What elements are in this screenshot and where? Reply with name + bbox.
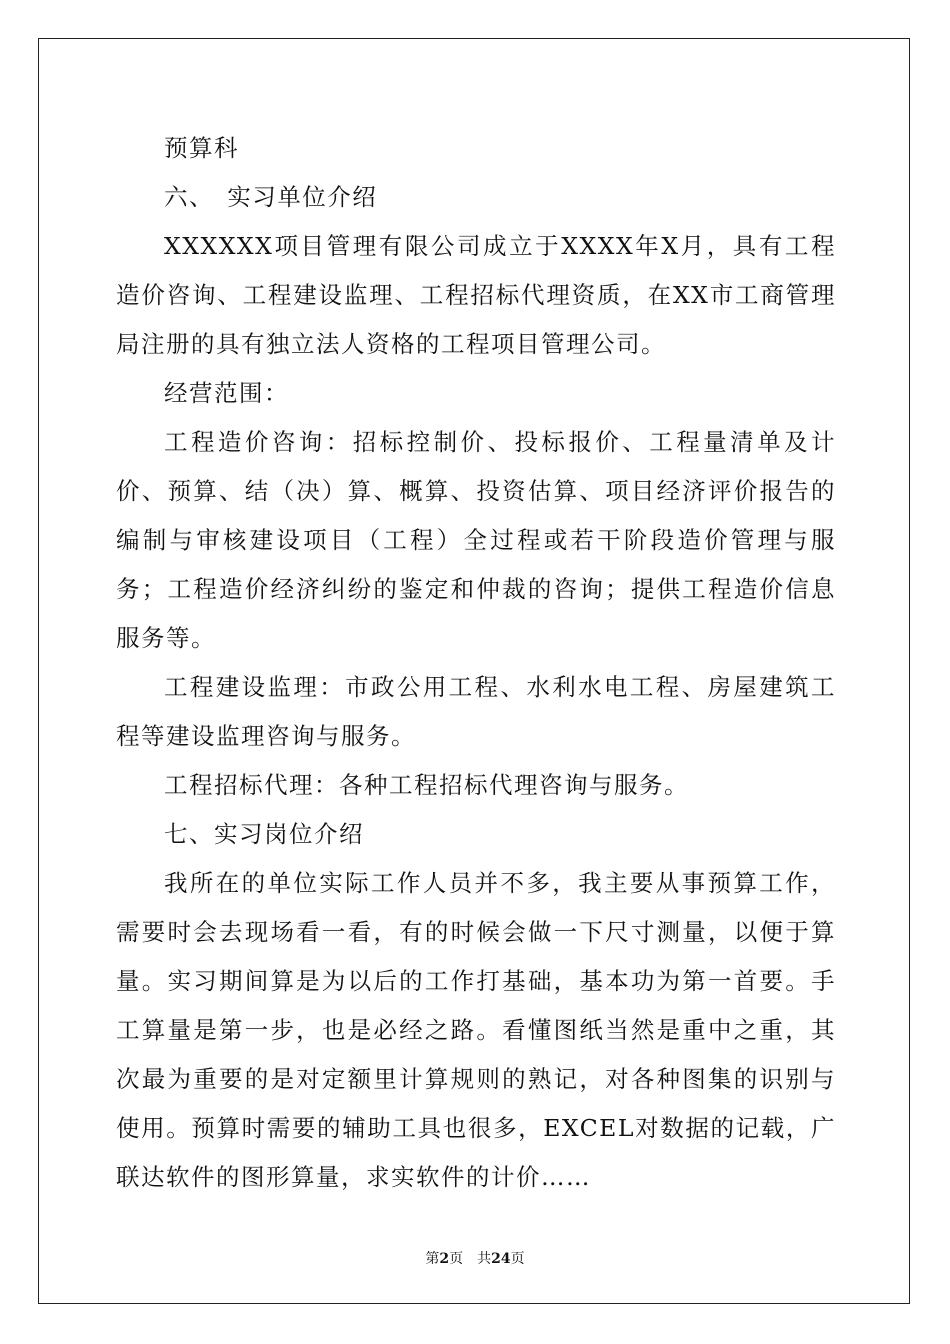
paragraph-company-intro: XXXXXX项目管理有限公司成立于XXXX年X月，具有工程造价咨询、工程建设监理、工程招标代理资质，在XX市工商管理局注册的具有独立法人资格的工程项目管理公司。: [116, 232, 836, 358]
footer-page-suffix: 页: [449, 1251, 464, 1267]
heading-business-scope: 经营范围：: [164, 379, 289, 407]
footer-page-prefix: 第: [425, 1251, 440, 1267]
page-footer: [0, 1248, 950, 1268]
paragraph-cost-consulting: 工程造价咨询：招标控制价、投标报价、工程量清单及计价、预算、结（决）算、概算、投资估算、项目经济评价报告的编制与审核建设项目（工程）全过程或若干阶段造价管理与服务；工程造价经济纠纷的鉴定和仲裁的咨询；提供工程造价信息服务等。: [116, 428, 836, 652]
footer-page-number: 2: [439, 1251, 450, 1267]
paragraph-construction-supervision: 工程建设监理：市政公用工程、水利水电工程、房屋建筑工程等建设监理咨询与服务。: [116, 673, 836, 750]
footer-total-suffix: 页: [510, 1251, 525, 1267]
document-body: [116, 124, 836, 1202]
paragraph-position-details: 我所在的单位实际工作人员并不多，我主要从事预算工作，需要时会去现场看一看，有的时候会做一下尺寸测量，以便于算量。实习期间算是为以后的工作打基础，基本功为第一首要。手工算量是第一步，也是必经之路。看懂图纸当然是重中之重，其次最为重要的是对定额里计算规则的熟记，对各种图集的识别与使用。预算时需要的辅助工具也很多，EXCEL对数据的记载，广联达软件的图形算量，求实软件的计价……: [116, 869, 836, 1191]
heading-internship-unit: 六、 实习单位介绍: [164, 183, 378, 211]
paragraph-dept: 预算科: [164, 134, 239, 162]
heading-internship-position: 七、实习岗位介绍: [164, 820, 364, 848]
paragraph-bidding-agency: 工程招标代理：各种工程招标代理咨询与服务。: [164, 771, 689, 799]
footer-total-number: 24: [491, 1251, 511, 1267]
footer-total-prefix: 共: [477, 1251, 492, 1267]
